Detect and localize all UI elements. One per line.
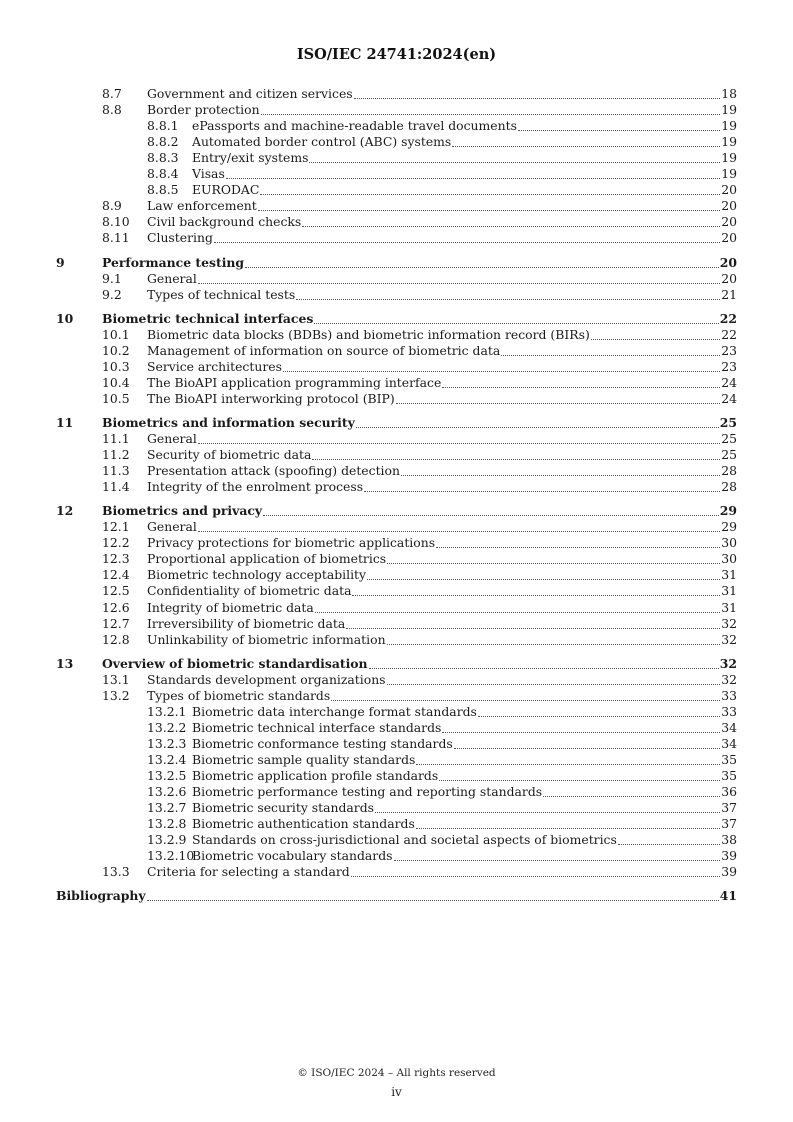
- toc-entry-title: Biometric application profile standards: [192, 768, 439, 783]
- toc-entry-title: Civil background checks: [147, 214, 302, 230]
- toc-entry-title: Types of biometric standards: [147, 687, 331, 703]
- toc-entry[interactable]: [147, 150, 737, 166]
- toc-entry-title: Overview of biometric standardisation: [102, 655, 368, 671]
- toc-entry-title: Bibliography: [56, 888, 146, 904]
- toc-entry-number: 13.1: [102, 671, 130, 687]
- toc-entry-number: 9.2: [102, 286, 122, 302]
- toc-leader-dots: [331, 700, 720, 701]
- toc-entry[interactable]: [102, 535, 737, 551]
- toc-entry-number: 13.2.9: [147, 832, 187, 848]
- toc-entry[interactable]: [102, 390, 737, 407]
- toc-leader-dots: [198, 283, 720, 284]
- toc-entry-title: General: [147, 270, 197, 286]
- toc-entry[interactable]: [147, 816, 737, 832]
- toc-entry-page: 23: [721, 342, 737, 358]
- toc-entry-number: 10.5: [102, 390, 130, 406]
- toc-entry-number: 11: [56, 414, 74, 430]
- toc-entry-title: Proportional application of biometrics: [147, 551, 387, 567]
- toc-leader-dots: [245, 267, 719, 268]
- toc-leader-dots: [518, 130, 720, 131]
- toc-entry-page: 34: [721, 719, 737, 735]
- toc-entry[interactable]: [102, 342, 737, 359]
- toc-entry-page: 24: [721, 374, 737, 390]
- toc-entry-title: Biometric technical interface standards: [192, 719, 442, 735]
- toc-entry-page: 31: [721, 599, 737, 615]
- toc-entry[interactable]: [147, 118, 737, 134]
- toc-entry[interactable]: [56, 414, 737, 431]
- toc-leader-dots: [147, 900, 719, 901]
- toc-entry-title: Criteria for selecting a standard: [147, 864, 350, 880]
- toc-entry[interactable]: [102, 447, 737, 463]
- toc-entry-page: 41: [719, 888, 737, 904]
- toc-leader-dots: [543, 796, 720, 797]
- toc-entry-number: 13: [56, 655, 74, 671]
- toc-entry-title: Biometric sample quality standards: [192, 751, 416, 767]
- toc-leader-dots: [387, 563, 720, 564]
- toc-entry-number: 8.7: [102, 86, 122, 101]
- toc-entry-title: Automated border control (ABC) systems: [192, 134, 452, 150]
- toc-leader-dots: [394, 860, 721, 861]
- toc-entry-number: 11.4: [102, 479, 130, 495]
- toc-entry-number: 8.8.2: [147, 134, 179, 150]
- toc-entry-title: Biometrics and privacy: [102, 503, 263, 519]
- toc-entry[interactable]: [56, 254, 737, 271]
- toc-entry-page: 22: [719, 310, 737, 326]
- toc-entry[interactable]: [102, 599, 737, 616]
- toc-entry-number: 10: [56, 310, 74, 326]
- toc-entry-page: 32: [721, 615, 737, 631]
- toc-entry-title: Confidentiality of biometric data: [147, 583, 352, 599]
- toc-entry-title: Biometric conformance testing standards: [192, 735, 453, 751]
- toc-entry-number: 13.2.4: [147, 751, 187, 767]
- toc-entry-title: Biometric technical interfaces: [102, 310, 314, 326]
- toc-entry-title: Border protection: [147, 102, 260, 118]
- toc-entry-page: 32: [721, 631, 737, 647]
- toc-leader-dots: [452, 146, 720, 147]
- toc-entry-page: 30: [721, 551, 737, 567]
- toc-entry[interactable]: [102, 519, 737, 535]
- toc-entry-page: 29: [721, 519, 737, 535]
- toc-entry-title: Visas: [192, 166, 225, 182]
- toc-entry-page: 33: [721, 687, 737, 703]
- toc-entry-title: Privacy protections for biometric applications: [147, 535, 436, 551]
- toc-entry-page: 20: [721, 198, 737, 214]
- toc-entry-page: 31: [721, 583, 737, 599]
- toc-entry-page: 19: [721, 102, 737, 118]
- toc-entry-page: 36: [721, 784, 737, 800]
- toc-entry[interactable]: [147, 134, 737, 150]
- toc-entry-page: 30: [721, 535, 737, 551]
- toc-entry-title: Presentation attack (spoofing) detection: [147, 463, 400, 479]
- toc-entry-title: Biometric data interchange format standards: [192, 703, 477, 719]
- toc-leader-dots: [263, 515, 719, 516]
- toc-entry-title: Clustering: [147, 230, 213, 246]
- toc-entry[interactable]: [147, 751, 737, 768]
- toc-entry[interactable]: [102, 286, 737, 303]
- toc-entry-title: EURODAC: [192, 182, 260, 198]
- toc-entry-number: 10.4: [102, 374, 130, 390]
- toc-entry-number: 10.2: [102, 342, 130, 358]
- toc-entry-number: 10.1: [102, 326, 130, 342]
- toc-entry-page: 31: [721, 567, 737, 583]
- toc-entry-number: 13.2.7: [147, 800, 187, 816]
- toc-leader-dots: [442, 732, 720, 733]
- toc-entry-number: 12.2: [102, 535, 130, 551]
- toc-entry[interactable]: [102, 102, 737, 118]
- toc-entry-number: 8.8.3: [147, 150, 179, 166]
- footer-page-number: iv: [391, 1085, 402, 1099]
- toc-leader-dots: [354, 98, 721, 99]
- toc-leader-dots: [226, 178, 720, 179]
- toc-entry-page: 20: [719, 254, 737, 270]
- toc-leader-dots: [315, 612, 720, 613]
- toc-entry-number: 13.2.10: [147, 848, 195, 864]
- toc-entry-number: 8.8.4: [147, 166, 179, 182]
- toc-entry-number: 13.2.2: [147, 719, 187, 735]
- toc-entry-number: 12.1: [102, 519, 130, 535]
- toc-entry-number: 12.8: [102, 631, 130, 647]
- toc-leader-dots: [309, 162, 720, 163]
- toc-leader-dots: [375, 812, 720, 813]
- toc-entry[interactable]: [56, 503, 737, 519]
- toc-leader-dots: [214, 242, 720, 243]
- toc-leader-dots: [356, 427, 719, 428]
- toc-entry-page: 33: [721, 703, 737, 719]
- toc-entry-number: 13.2: [102, 687, 130, 703]
- toc-entry[interactable]: [56, 888, 737, 904]
- toc-entry-title: Biometrics and information security: [102, 414, 355, 430]
- toc-entry[interactable]: [147, 784, 737, 800]
- toc-entry-page: 23: [721, 358, 737, 374]
- toc-entry[interactable]: [102, 198, 737, 214]
- toc-entry-number: 11.3: [102, 463, 130, 479]
- toc-entry-title: Irreversibility of biometric data: [147, 615, 346, 631]
- toc-entry-title: The BioAPI application programming interface: [147, 374, 442, 390]
- toc-entry[interactable]: [147, 832, 737, 848]
- toc-entry-page: 35: [721, 768, 737, 783]
- toc-leader-dots: [351, 876, 720, 877]
- toc-entry-page: 20: [721, 270, 737, 286]
- toc-entry-number: 9.1: [102, 270, 122, 286]
- toc-leader-dots: [352, 595, 720, 596]
- toc-leader-dots: [364, 491, 720, 492]
- toc-leader-dots: [260, 194, 720, 195]
- toc-leader-dots: [454, 748, 720, 749]
- toc-leader-dots: [346, 628, 720, 629]
- toc-entry[interactable]: [147, 735, 737, 752]
- toc-entry[interactable]: [102, 463, 737, 479]
- toc-entry-title: Integrity of the enrolment process: [147, 479, 364, 495]
- toc-entry[interactable]: [102, 615, 737, 632]
- toc-entry-title: Biometric security standards: [192, 800, 375, 816]
- toc-leader-dots: [387, 684, 721, 685]
- toc-entry[interactable]: [56, 310, 737, 327]
- toc-entry-number: 12.3: [102, 551, 130, 567]
- toc-entry-number: 12.7: [102, 615, 130, 631]
- toc-entry-title: Standards development organizations: [147, 671, 386, 687]
- toc-entry[interactable]: [147, 848, 737, 864]
- toc-entry-title: Biometric authentication standards: [192, 816, 415, 832]
- toc-entry[interactable]: [147, 800, 737, 816]
- toc-leader-dots: [501, 355, 720, 356]
- toc-leader-dots: [442, 387, 720, 388]
- toc-entry-number: 8.8.1: [147, 118, 179, 134]
- toc-entry-page: 25: [719, 414, 737, 430]
- toc-entry-title: ePassports and machine-readable travel documents: [192, 118, 517, 134]
- toc-entry[interactable]: [102, 214, 737, 230]
- toc-entry-title: Unlinkability of biometric information: [147, 631, 386, 647]
- toc-entry-number: 13.2.6: [147, 784, 187, 800]
- toc-entry-title: Performance testing: [102, 254, 245, 270]
- toc-entry-number: 8.8.5: [147, 182, 179, 198]
- document-header: [0, 46, 793, 63]
- toc-entry-page: 20: [721, 182, 737, 198]
- toc-entry-page: 38: [721, 832, 737, 848]
- toc-entry-title: General: [147, 431, 197, 446]
- toc-entry-title: Standards on cross-jurisdictional and societal aspects of biometrics: [192, 832, 617, 848]
- toc-entry-title: The BioAPI interworking protocol (BIP): [147, 390, 395, 406]
- toc-leader-dots: [416, 828, 720, 829]
- toc-entry-page: 20: [721, 230, 737, 246]
- toc-entry-page: 18: [721, 86, 737, 101]
- toc-entry-number: 8.8: [102, 102, 122, 118]
- toc-entry[interactable]: [102, 671, 737, 688]
- toc-entry-page: 29: [719, 503, 737, 519]
- toc-leader-dots: [396, 403, 721, 404]
- toc-leader-dots: [302, 226, 720, 227]
- toc-entry[interactable]: [102, 479, 737, 495]
- toc-leader-dots: [296, 299, 720, 300]
- toc-entry-title: General: [147, 519, 197, 535]
- toc-entry-page: 19: [721, 118, 737, 134]
- toc-entry[interactable]: [102, 583, 737, 599]
- toc-entry[interactable]: [102, 230, 737, 246]
- toc-entry-page: 34: [721, 735, 737, 751]
- toc-entry-page: 28: [721, 479, 737, 495]
- toc-entry-title: Biometric technology acceptability: [147, 567, 367, 583]
- toc-entry-page: 19: [721, 134, 737, 150]
- toc-entry-title: Biometric performance testing and reporting standards: [192, 784, 543, 800]
- toc-entry-page: 32: [719, 655, 737, 671]
- toc-entry-page: 22: [721, 326, 737, 342]
- toc-entry-title: Biometric vocabulary standards: [192, 848, 393, 864]
- toc-entry-page: 28: [721, 463, 737, 479]
- toc-leader-dots: [198, 443, 720, 444]
- toc-leader-dots: [312, 459, 720, 460]
- toc-leader-dots: [314, 323, 718, 324]
- toc-entry[interactable]: [147, 703, 737, 720]
- toc-entry[interactable]: [147, 166, 737, 182]
- toc-entry-number: 13.2.5: [147, 768, 187, 783]
- toc-leader-dots: [591, 339, 720, 340]
- toc-entry-number: 12.4: [102, 567, 130, 583]
- toc-entry-page: 39: [721, 864, 737, 880]
- toc-entry-page: 25: [721, 447, 737, 463]
- toc-entry-number: 8.9: [102, 198, 122, 214]
- toc-entry-title: Biometric data blocks (BDBs) and biometric information record (BIRs): [147, 326, 590, 342]
- toc-entry-number: 10.3: [102, 358, 130, 374]
- toc-entry-page: 39: [721, 848, 737, 864]
- toc-entry[interactable]: [102, 270, 737, 287]
- toc-entry[interactable]: [102, 86, 737, 102]
- toc-entry-title: Service architectures: [147, 358, 282, 374]
- toc-leader-dots: [261, 114, 721, 115]
- toc-entry-number: 13.3: [102, 864, 130, 880]
- footer-copyright: © ISO/IEC 2024 – All rights reserved: [297, 1067, 496, 1079]
- toc-leader-dots: [401, 475, 720, 476]
- toc-entry[interactable]: [102, 567, 737, 583]
- toc-entry[interactable]: [102, 551, 737, 567]
- toc-entry-page: 21: [721, 286, 737, 302]
- toc-entry[interactable]: [102, 431, 737, 447]
- toc-entry-number: 11.1: [102, 431, 130, 446]
- toc-entry-page: 20: [721, 214, 737, 230]
- toc-entry-title: Entry/exit systems: [192, 150, 309, 166]
- toc-entry-number: 13.2.1: [147, 703, 187, 719]
- toc-entry[interactable]: [102, 374, 737, 391]
- toc-leader-dots: [416, 764, 720, 765]
- toc-entry[interactable]: [102, 631, 737, 648]
- toc-entry-page: 25: [721, 431, 737, 446]
- toc-entry[interactable]: [56, 655, 737, 672]
- toc-entry-page: 37: [721, 800, 737, 816]
- toc-leader-dots: [478, 716, 720, 717]
- toc-entry[interactable]: [102, 358, 737, 375]
- toc-entry-title: Management of information on source of biometric data: [147, 342, 501, 358]
- toc-entry[interactable]: [102, 864, 737, 880]
- toc-leader-dots: [436, 547, 720, 548]
- toc-leader-dots: [283, 371, 720, 372]
- toc-entry-title: Security of biometric data: [147, 447, 312, 463]
- toc-entry[interactable]: [147, 719, 737, 736]
- toc-entry-page: 32: [721, 671, 737, 687]
- toc-leader-dots: [367, 579, 720, 580]
- toc-entry-number: 12: [56, 503, 74, 519]
- toc-entry-number: 12.6: [102, 599, 130, 615]
- toc-entry-title: Law enforcement: [147, 198, 257, 214]
- toc-entry-number: 8.11: [102, 230, 130, 246]
- toc-leader-dots: [439, 780, 720, 781]
- toc-leader-dots: [387, 644, 721, 645]
- document-id: ISO/IEC 24741:2024(en): [296, 46, 497, 63]
- toc-entry[interactable]: [147, 182, 737, 198]
- toc-entry-number: 9: [56, 254, 65, 270]
- toc-leader-dots: [198, 531, 720, 532]
- toc-entry-number: 8.10: [102, 214, 130, 230]
- toc-entry-page: 37: [721, 816, 737, 832]
- toc-entry[interactable]: [147, 768, 737, 784]
- toc-entry-page: 19: [721, 166, 737, 182]
- toc-entry-number: 11.2: [102, 447, 130, 463]
- toc-entry-title: Government and citizen services: [147, 86, 353, 101]
- toc-entry-title: Integrity of biometric data: [147, 599, 314, 615]
- toc-leader-dots: [258, 210, 720, 211]
- toc-entry-number: 13.2.3: [147, 735, 187, 751]
- toc-entry-page: 24: [721, 390, 737, 406]
- toc-entry[interactable]: [102, 687, 737, 704]
- toc-entry-page: 19: [721, 150, 737, 166]
- toc-entry-number: 12.5: [102, 583, 130, 599]
- toc-entry-title: Types of technical tests: [147, 286, 296, 302]
- toc-entry-page: 35: [721, 751, 737, 767]
- toc-entry-number: 13.2.8: [147, 816, 187, 832]
- toc-leader-dots: [369, 668, 719, 669]
- toc-entry[interactable]: [102, 326, 737, 343]
- toc-leader-dots: [618, 844, 720, 845]
